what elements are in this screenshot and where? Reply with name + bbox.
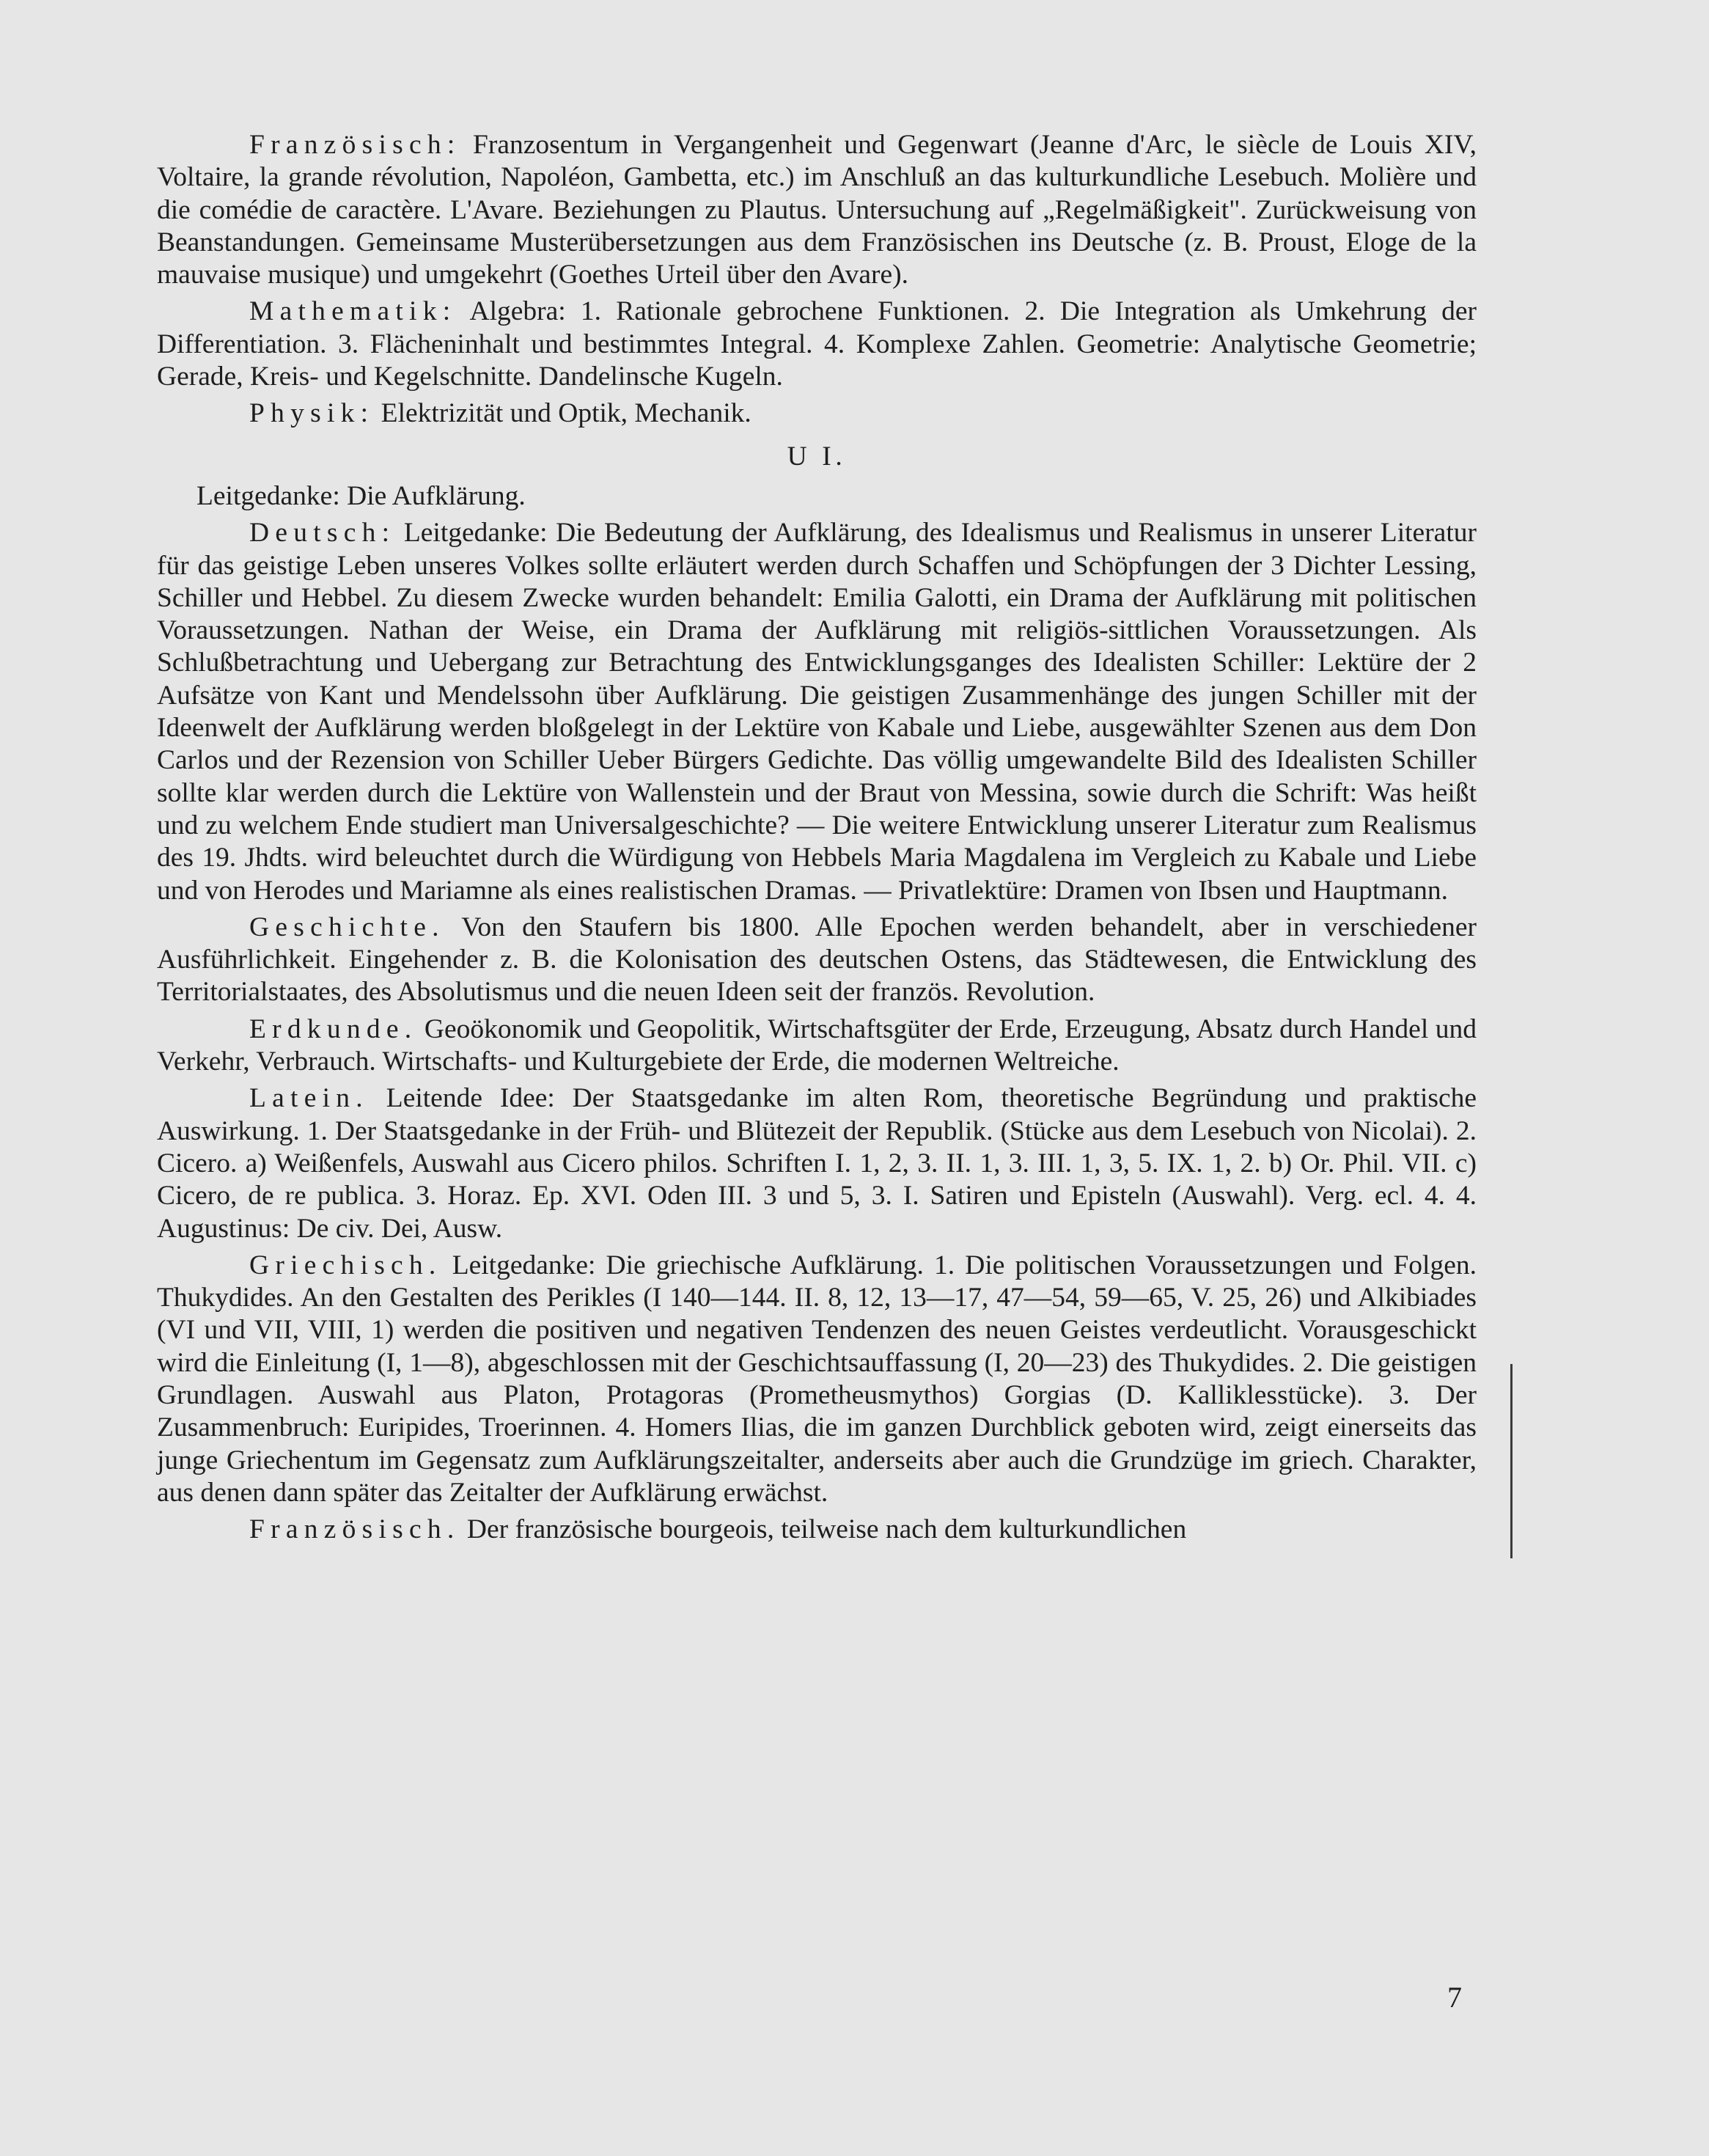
- subject-label: Geschichte.: [249, 912, 445, 942]
- paragraph-franzoesisch-1: [157, 129, 1477, 291]
- paragraph-geschichte: [157, 912, 1477, 1009]
- page-number: 7: [1447, 1981, 1462, 2014]
- subject-label: Deutsch:: [249, 518, 396, 549]
- subject-label: Latein.: [249, 1083, 369, 1114]
- margin-mark: [1510, 1364, 1513, 1558]
- paragraph-latein: [157, 1082, 1477, 1244]
- section-motto: Leitgedanke: Die Aufklärung.: [196, 480, 526, 511]
- subject-label: Mathematik:: [249, 296, 457, 327]
- paragraph-franzoesisch-2: [157, 1514, 1477, 1546]
- paragraph-mathematik: [157, 296, 1477, 393]
- paragraph-text: Franzosentum in Vergangenheit und Gegenwart (Jeanne d'Arc, le siècle de Louis XIV, Voltaire, la grande révolution, Napoléon, Gambetta, etc.) im Anschluß an das kulturkundliche Lesebuch. Molière und die comédie de caractère. L'Avare. Beziehungen zu Plautus. Untersuchung auf „Regelmäßigkeit". Zurückweisung von Beanstandungen. Gemeinsame Musterübersetzungen aus dem Französischen ins Deutsche (z. B. Proust, Eloge de la mauvaise musique) und umgekehrt (Goethes Urteil über den Avare).: [157, 130, 1477, 290]
- section-heading: U I.: [787, 441, 847, 472]
- subject-label: Physik:: [249, 398, 375, 429]
- subject-label: Französisch.: [249, 1514, 460, 1545]
- paragraph-text: Elektrizität und Optik, Mechanik.: [374, 398, 751, 429]
- paragraph-deutsch: [157, 517, 1477, 907]
- paragraph-physik: [157, 397, 1477, 430]
- paragraph-text: Geoökonomik und Geopolitik, Wirtschaftsgüter der Erde, Erzeugung, Absatz durch Handel und Verkehr, Verbrauch. Wirtschafts- und Kulturgebiete der Erde, die modernen Weltreiche.: [157, 1013, 1477, 1077]
- paragraph-text: Leitgedanke: Die griechische Aufklärung. 1. Die politischen Voraussetzungen und Folgen. Thukydides. An den Gestalten des Perikles (I 140—144. II. 8, 12, 13—17, 47—54, 59—65, V. 25, 26) und Alkibiades (VI und VII, VIII, 1) werden die positiven und negativen Tendenzen des neuen Geistes verdeutlicht. Vorausgeschickt wird die Einleitung (I, 1—8), abgeschlossen mit der Geschichtsauffassung (I, 20—23) des Thukydides. 2. Die geistigen Grundlagen. Auswahl aus Platon, Protagoras (Prometheusmythos) Gorgias (D. Kalliklesstücke). 3. Der Zusammenbruch: Euripides, Troerinnen. 4. Homers Ilias, die im ganzen Durchblick geboten wird, zeigt einerseits das junge Griechentum im Gegensatz zum Aufklärungszeitalter, anderseits aber auch die Grundzüge im griech. Charakter, aus denen dann später das Zeitalter der Aufklärung erwächst.: [157, 1250, 1477, 1508]
- subject-label: Erdkunde.: [249, 1013, 418, 1044]
- paragraph-text: Leitgedanke: Die Bedeutung der Aufklärung, des Idealismus und Realismus in unserer Literatur für das geistige Leben unseres Volkes sollte erläutert werden durch Schaffen und Schöpfungen der 3 Dichter Lessing, Schiller und Hebbel. Zu diesem Zwecke wurden behandelt: Emilia Galotti, ein Drama der Aufklärung mit politischen Voraussetzungen. Nathan der Weise, ein Drama der Aufklärung mit religiös-sittlichen Voraussetzungen. Als Schlußbetrachtung und Uebergang zur Betrachtung des Entwicklungsganges des Idealisten Schiller: Lektüre der 2 Aufsätze von Kant und Mendelssohn über Aufklärung. Die geistigen Zusammenhänge des jungen Schiller mit der Ideenwelt der Aufklärung werden bloßgelegt in der Lektüre von Kabale und Liebe, ausgewählter Szenen aus dem Don Carlos und der Rezension von Schiller Ueber Bürgers Gedichte. Das völlig umgewandelte Bild des Idealisten Schiller sollte klar werden durch die Lektüre von Wallenstein und der Braut von Messina, sowie durch die Schrift: Was heißt und zu welchem Ende studiert man Universalgeschichte? — Die weitere Entwicklung unserer Literatur zum Realismus des 19. Jhdts. wird beleuchtet durch die Würdigung von Hebbels Maria Magdalena im Vergleich zu Kabale und Liebe und von Herodes und Mariamne als eines realistischen Dramas. — Privatlektüre: Dramen von Ibsen und Hauptmann.: [157, 518, 1477, 906]
- paragraph-erdkunde: [157, 1013, 1477, 1079]
- paragraph-griechisch: [157, 1250, 1477, 1509]
- paragraph-text: Von den Staufern bis 1800. Alle Epochen werden behandelt, aber in verschiedener Ausführlichkeit. Eingehender z. B. die Kolonisation des deutschen Ostens, das Städtewesen, die Entwicklung des Territorialstaates, des Absolutismus und die neuen Ideen seit der französ. Revolution.: [157, 912, 1477, 1008]
- paragraph-text: Algebra: 1. Rationale gebrochene Funktionen. 2. Die Integration als Umkehrung der Differentiation. 3. Flächeninhalt und bestimmtes Integral. 4. Komplexe Zahlen. Geometrie: Analytische Geometrie; Gerade, Kreis- und Kegelschnitte. Dandelinsche Kugeln.: [157, 296, 1477, 392]
- subject-label: Griechisch.: [249, 1250, 442, 1280]
- page-body: [157, 129, 1477, 1550]
- subject-label: Französisch:: [249, 130, 461, 160]
- paragraph-text: Leitende Idee: Der Staatsgedanke im alten Rom, theoretische Begründung und praktische Auswirkung. 1. Der Staatsgedanke in der Früh- und Blütezeit der Republik. (Stücke aus dem Lesebuch von Nicolai). 2. Cicero. a) Weißenfels, Auswahl aus Cicero philos. Schriften I. 1, 2, 3. II. 1, 3. III. 1, 3, 5. IX. 1, 2. b) Or. Phil. VII. c) Cicero, de re publica. 3. Horaz. Ep. XVI. Oden III. 3 und 5, 3. I. Satiren und Episteln (Auswahl). Verg. ecl. 4. 4. Augustinus: De civ. Dei, Ausw.: [157, 1083, 1477, 1244]
- paragraph-text: Der französische bourgeois, teilweise nach dem kulturkundlichen: [460, 1514, 1187, 1545]
